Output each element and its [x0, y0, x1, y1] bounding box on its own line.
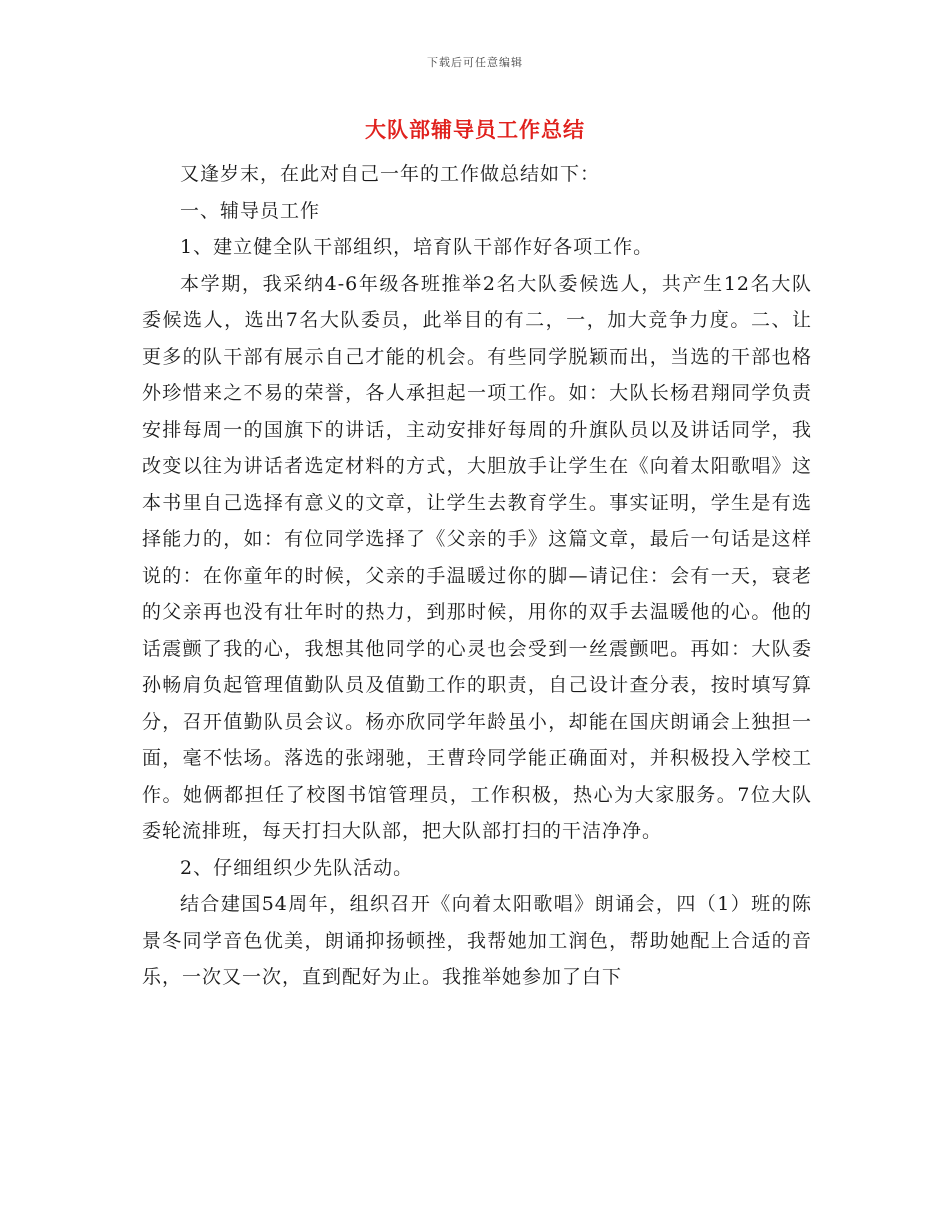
page-header-note: 下载后可任意编辑	[427, 56, 523, 69]
paragraph-body-1: 本学期，我采纳4-6年级各班推举2名大队委候选人，共产生12名大队委候选人，选出7名大队委员，此举目的有二，一，加大竞争力度。二、让更多的队干部有展示自己才能的机会。有些同学脱颖而出，当选的干部也格外珍惜来之不易的荣誉，各人承担起一项工作。如：大队长杨君翔同学负责安排每周一的国旗下的讲话，主动安排好每周的升旗队员以及讲话同学，我改变以往为讲话者选定材料的方式，大胆放手让学生在《向着太阳歌唱》这本书里自己选择有意义的文章，让学生去教育学生。事实证明，学生是有选择能力的，如：有位同学选择了《父亲的手》这篇文章，最后一句话是这样说的：在你童年的时候，父亲的手温暖过你的脚—请记住：会有一天，衰老的父亲再也没有壮年时的热力，到那时候，用你的双手去温暖他的心。他的话震颤了我的心，我想其他同学的心灵也会受到一丝震颤吧。再如：大队委孙畅肩负起管理值勤队员及值勤工作的职责，自己设计查分表，按时填写算分，召开值勤队员会议。杨亦欣同学年龄虽小，却能在国庆朗诵会上独担一面，毫不怯场。落选的张翊驰，王曹玲同学能正确面对，并积极投入学校工作。她俩都担任了校图书馆管理员，工作积极，热心为大家服务。7位大队委轮流排班，每天打扫大队部，把大队部打扫的干洁净净。	[142, 272, 812, 842]
paragraph-intro: 又逢岁末，在此对自己一年的工作做总结如下：	[180, 163, 601, 185]
document-body	[142, 156, 812, 996]
document-title: 大队部辅导员工作总结	[365, 118, 585, 142]
subsection-heading-1: 1、建立健全队干部组织，培育队干部作好各项工作。	[180, 236, 654, 258]
paragraph-body-2: 结合建国54周年，组织召开《向着太阳歌唱》朗诵会，四（1）班的陈景冬同学音色优美，朗诵抑扬顿挫，我帮她加工润色，帮助她配上合适的音乐，一次又一次，直到配好为止。我推举她参加了白下	[142, 893, 812, 988]
subsection-heading-2: 2、仔细组织少先队活动。	[180, 856, 414, 879]
section-heading-1: 一、辅导员工作	[180, 199, 321, 222]
